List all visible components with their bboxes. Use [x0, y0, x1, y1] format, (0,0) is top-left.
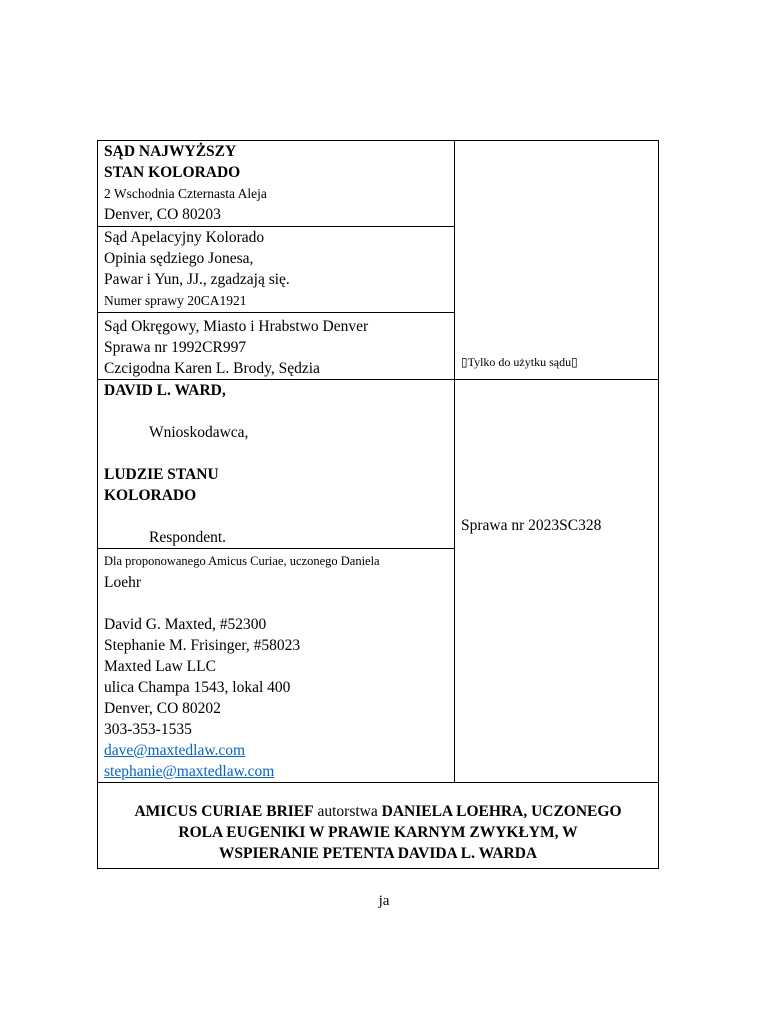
court-name-line1: SĄD NAJWYŻSZY	[104, 143, 237, 160]
court-name-line2: STAN KOLORADO	[104, 164, 241, 181]
appeals-concur: Pawar i Yun, JJ., zgadzają się.	[104, 271, 290, 288]
district-judge: Czcigodna Karen L. Brody, Sędzia	[104, 360, 320, 377]
brief-title-line3: WSPIERANIE PETENTA DAVIDA L. WARDA	[218, 845, 538, 862]
court-use-label: Tylko do użytku sądu	[467, 355, 572, 369]
caption-sheet	[97, 140, 657, 869]
firm-phone: 303-353-1535	[104, 721, 192, 738]
brief-title-line1	[104, 801, 652, 822]
firm-city: Denver, CO 80202	[104, 700, 221, 717]
respondent-name-line1: LUDZIE STANU	[104, 466, 219, 483]
email-link-dave[interactable]: dave@maxtedlaw.com	[104, 742, 246, 759]
supreme-court-cell	[98, 141, 455, 227]
respondent-name-line2: KOLORADO	[104, 487, 197, 504]
brief-title-cell	[98, 783, 659, 869]
counsel-for-line1: Dla proponowanego Amicus Curiae, uczonego Daniela	[104, 554, 380, 568]
brief-title-by: autorstwa	[313, 803, 382, 820]
appeals-case-number: Numer sprawy 20CA1921	[104, 293, 247, 308]
petitioner-name: DAVID L. WARD,	[104, 382, 226, 399]
brief-title-bold: AMICUS CURIAE BRIEF	[134, 803, 314, 820]
district-court-cell	[98, 313, 455, 380]
respondent-role: Respondent.	[149, 529, 227, 546]
counsel-cell	[98, 549, 455, 783]
caption-table	[97, 140, 659, 869]
firm-street: ulica Champa 1543, lokal 400	[104, 679, 291, 696]
court-address: 2 Wschodnia Czternasta Aleja	[104, 186, 267, 201]
supreme-case-cell	[455, 380, 659, 783]
supreme-case-number: Sprawa nr 2023SC328	[461, 517, 602, 534]
email-link-stephanie[interactable]: stephanie@maxtedlaw.com	[104, 763, 275, 780]
petitioner-role: Wnioskodawca,	[149, 424, 249, 441]
page-number: ja	[378, 893, 390, 909]
brief-title-line2: ROLA EUGENIKI W PRAWIE KARNYM ZWYKŁYM, W	[178, 824, 578, 841]
attorney-2: Stephanie M. Frisinger, #58023	[104, 637, 301, 654]
counsel-for-line2: Loehr	[104, 574, 142, 591]
court-city: Denver, CO 80203	[104, 206, 221, 223]
appeals-court-cell	[98, 227, 455, 313]
law-firm: Maxted Law LLC	[104, 658, 216, 675]
appeals-opinion: Opinia sędziego Jonesa,	[104, 250, 254, 267]
appeals-court-name: Sąd Apelacyjny Kolorado	[104, 229, 265, 246]
district-case-number: Sprawa nr 1992CR997	[104, 339, 247, 356]
box-icon: ▯	[461, 355, 468, 369]
court-use-cell	[455, 141, 659, 380]
district-court-name: Sąd Okręgowy, Miasto i Hrabstwo Denver	[104, 318, 369, 335]
attorney-1: David G. Maxted, #52300	[104, 616, 267, 633]
box-icon: ▯	[571, 355, 578, 369]
parties-cell	[98, 380, 455, 549]
brief-title-author: DANIELA LOEHRA, UCZONEGO	[381, 803, 622, 820]
